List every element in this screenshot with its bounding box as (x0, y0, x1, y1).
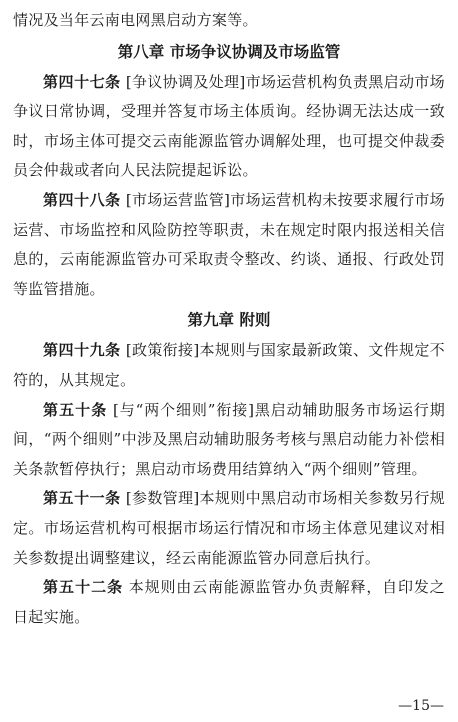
article-48 (13, 186, 445, 304)
article-49 (13, 336, 445, 395)
article-50-text: [与“两个细则”衔接]黑启动辅助服务市场运行期间，“两个细则”中涉及黑启动辅助服务考核与黑启动能力补偿相关条款暂停执行；黑启动市场费用结算纳入“两个细则”管理。 (13, 400, 445, 478)
chapter-8-heading: 第八章 市场争议协调及市场监管 (117, 42, 341, 61)
article-50-number: 第五十条 (43, 400, 108, 419)
article-49-number: 第四十九条 (43, 341, 121, 360)
article-51-text: [参数管理]本规则中黑启动市场相关参数另行规定。市场运营机构可根据市场运行情况和市场主体意见建议对相关参数提出调整建议，经云南能源监管办同意后执行。 (13, 489, 445, 567)
article-48-number: 第四十八条 (43, 190, 121, 209)
article-50 (13, 396, 445, 485)
page-number: —15— (398, 698, 444, 714)
article-47 (13, 68, 445, 186)
article-52-text: 本规则由云南能源监管办负责解释，自印发之日起实施。 (13, 578, 445, 626)
article-51-number: 第五十一条 (43, 489, 121, 508)
article-52-number: 第五十二条 (43, 578, 124, 597)
chapter-9-heading: 第九章 附则 (187, 311, 271, 330)
article-51 (13, 484, 445, 573)
article-47-number: 第四十七条 (43, 72, 121, 91)
article-52 (13, 573, 445, 632)
document-body (13, 6, 445, 632)
intro-paragraph: 情况及当年云南电网黑启动方案等。 (13, 11, 258, 29)
article-47-text: [争议协调及处理]市场运营机构负责黑启动市场争议日常协调，受理并答复市场主体质询。经协调无法达成一致时，市场主体可提交云南能源监管办调解处理，也可提交仲裁委员会仲裁或者向人民法院提起诉讼。 (13, 72, 445, 180)
article-48-text: [市场运营监管]市场运营机构未按要求履行市场运营、市场监控和风险防控等职责，未在规定时限内报送相关信息的，云南能源监管办可采取责令整改、约谈、通报、行政处罚等监管措施。 (13, 190, 445, 298)
article-49-text: [政策衔接]本规则与国家最新政策、文件规定不符的，从其规定。 (13, 341, 445, 389)
